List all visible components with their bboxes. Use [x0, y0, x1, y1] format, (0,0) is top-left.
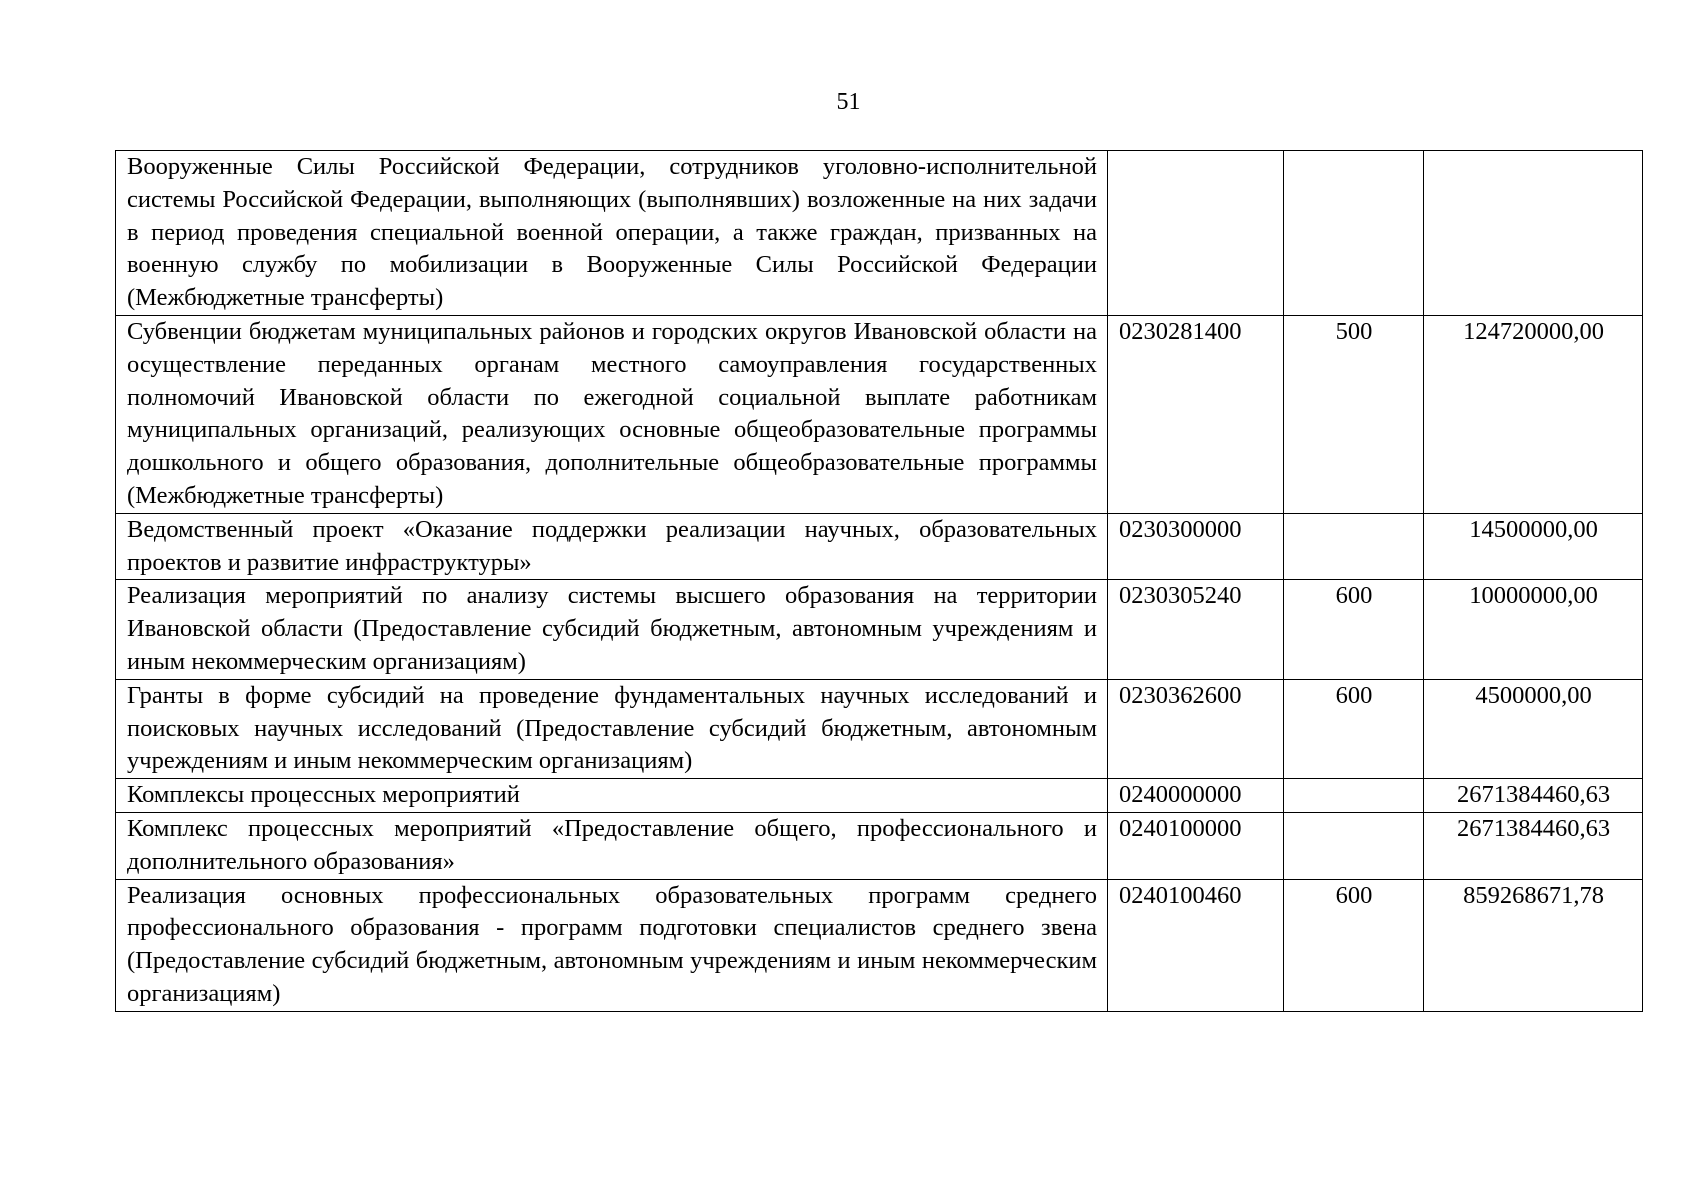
row-amount: 14500000,00	[1424, 513, 1643, 580]
row-amount: 2671384460,63	[1424, 812, 1643, 879]
row-amount	[1424, 151, 1643, 316]
row-code: 0230281400	[1108, 315, 1284, 513]
row-expense-type	[1284, 779, 1424, 813]
row-description: Реализация основных профессиональных образовательных программ среднего профессионального образования - программ подготовки специалистов среднего звена (Предоставление субсидий бюджетным, автономным учреждениям и иным некоммерческим организациям)	[116, 879, 1108, 1011]
row-description: Ведомственный проект «Оказание поддержки реализации научных, образовательных проектов и развитие инфраструктуры»	[116, 513, 1108, 580]
row-amount: 4500000,00	[1424, 679, 1643, 778]
row-amount: 2671384460,63	[1424, 779, 1643, 813]
table-row	[116, 879, 1643, 1011]
row-description: Вооруженные Силы Российской Федерации, сотрудников уголовно-исполнительной системы Российской Федерации, выполняющих (выполнявших) возложенные на них задачи в период проведения специальной военной операции, а также граждан, призванных на военную службу по мобилизации в Вооруженные Силы Российской Федерации (Межбюджетные трансферты)	[116, 151, 1108, 316]
row-expense-type	[1284, 151, 1424, 316]
row-expense-type: 500	[1284, 315, 1424, 513]
row-description: Субвенции бюджетам муниципальных районов и городских округов Ивановской области на осуществление переданных органам местного самоуправления государственных полномочий Ивановской области по ежегодной социальной выплате работникам муниципальных организаций, реализующих основные общеобразовательные программы дошкольного и общего образования, дополнительные общеобразовательные программы (Межбюджетные трансферты)	[116, 315, 1108, 513]
row-amount: 859268671,78	[1424, 879, 1643, 1011]
page-number: 51	[836, 89, 861, 115]
row-expense-type: 600	[1284, 879, 1424, 1011]
row-code: 0240100000	[1108, 812, 1284, 879]
table-row	[116, 812, 1643, 879]
table-row	[116, 151, 1643, 316]
row-amount: 10000000,00	[1424, 580, 1643, 679]
row-code	[1108, 151, 1284, 316]
table-row	[116, 580, 1643, 679]
table-row	[116, 513, 1643, 580]
row-expense-type	[1284, 513, 1424, 580]
table-row	[116, 679, 1643, 778]
budget-table	[115, 150, 1643, 1012]
row-expense-type: 600	[1284, 580, 1424, 679]
table-row	[116, 779, 1643, 813]
row-code: 0230305240	[1108, 580, 1284, 679]
row-code: 0240100460	[1108, 879, 1284, 1011]
table-row	[116, 315, 1643, 513]
row-description: Комплекс процессных мероприятий «Предоставление общего, профессионального и дополнительного образования»	[116, 812, 1108, 879]
row-code: 0240000000	[1108, 779, 1284, 813]
row-amount: 124720000,00	[1424, 315, 1643, 513]
row-description: Реализация мероприятий по анализу системы высшего образования на территории Ивановской области (Предоставление субсидий бюджетным, автономным учреждениям и иным некоммерческим организациям)	[116, 580, 1108, 679]
row-expense-type	[1284, 812, 1424, 879]
row-description: Комплексы процессных мероприятий	[116, 779, 1108, 813]
row-code: 0230300000	[1108, 513, 1284, 580]
row-expense-type: 600	[1284, 679, 1424, 778]
row-code: 0230362600	[1108, 679, 1284, 778]
row-description: Гранты в форме субсидий на проведение фундаментальных научных исследований и поисковых научных исследований (Предоставление субсидий бюджетным, автономным учреждениям и иным некоммерческим организациям)	[116, 679, 1108, 778]
